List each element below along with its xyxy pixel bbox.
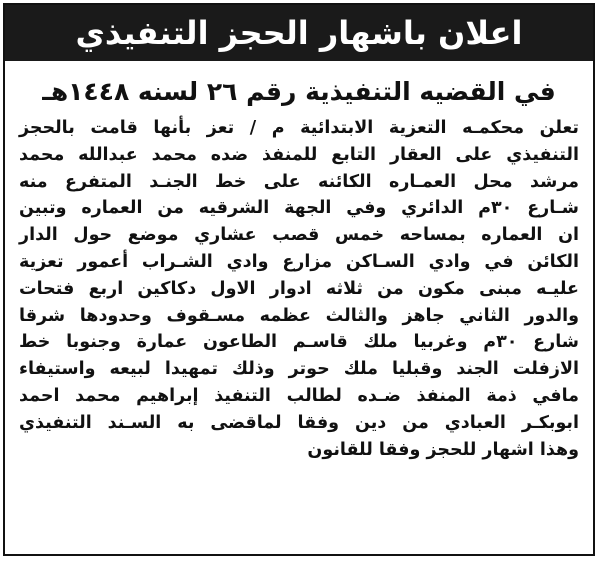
body-line: تعلن محكمـه التعزية الابتدائية م / تعز بأنها قامت بالحجز: [19, 118, 579, 138]
case-title: في القضيه التنفيذية رقم ٢٦ لسنه ١٤٤٨هـ: [42, 77, 556, 106]
body-line: التنفيذي على العقار التابع للمنفذ ضده محمد عبدالله محمد: [19, 144, 579, 165]
header-bar: [5, 5, 593, 61]
body-line: ابوبكـر العبادي من دين وفقا لماقضى به السـند التنفيذي: [19, 412, 579, 433]
body-line: شـارع ٣٠م الدائري وفي الجهة الشرقيه من العماره وتبين: [19, 198, 579, 219]
body-line: شارع ٣٠م وغربيا ملك قاسـم الطاعون عمارة وجنوبا خط: [19, 332, 579, 353]
body-line: الازفلت الجند وقبليا ملك حوتر وذلك تمهيدا لبيعه واستيفاء: [19, 359, 579, 380]
body-line: ان العماره بمساحه خمس قصب عشاري موضع حول الدار: [19, 225, 579, 246]
body-line: والدور الثاني جاهز والثالث عظمه مسـقوف وحدودها شرقا: [19, 305, 579, 326]
body-line-final: وهذا اشهار للحجز وفقا للقانون: [307, 439, 579, 460]
body-line: مرشد محل العمـاره الكائنه على خط الجنـد المتفرع منه: [19, 171, 579, 192]
body-line: عليـه مبنى مكون من ثلاثه ادوار الاول دكاكين اربع فتحات: [19, 278, 579, 299]
notice-body: [19, 115, 579, 463]
body-line: الكائن في وادي السـاكن مزارع وادي الشـراب أعمور تعزية: [19, 251, 579, 272]
notice-frame: [3, 3, 595, 556]
notice-heading: اعلان باشهار الحجز التنفيذي: [75, 14, 523, 52]
body-line: مافي ذمة المنفذ ضـده لطالب التنفيذ إبراهيم محمد احمد: [19, 385, 579, 406]
